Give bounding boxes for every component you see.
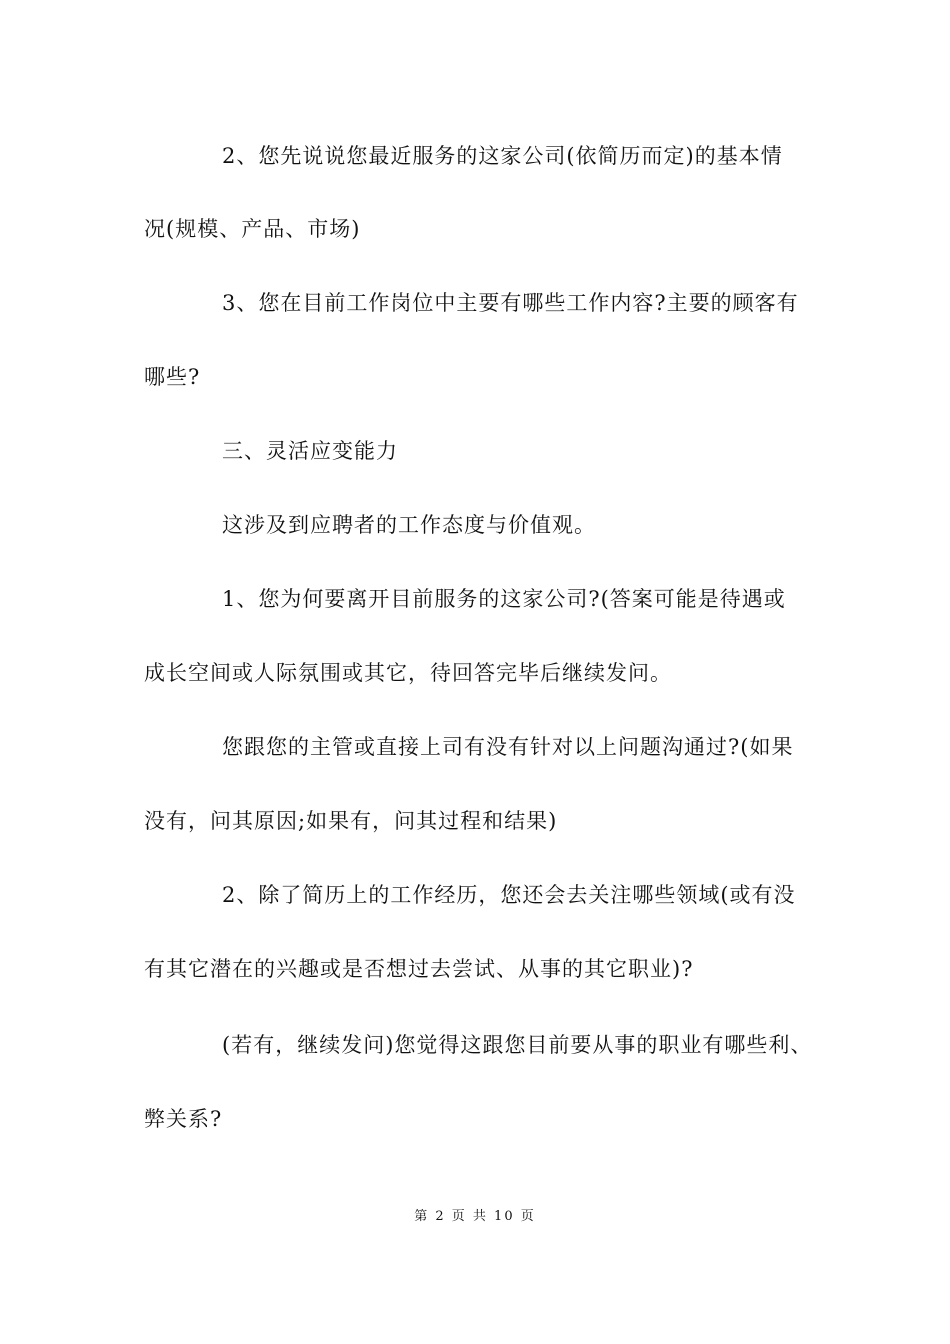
paragraph-line: 1、您为何要离开目前服务的这家公司?(答案可能是待遇或: [222, 587, 786, 611]
page-number-footer: 第 2 页 共 10 页: [414, 1209, 536, 1224]
paragraph-line: 2、您先说说您最近服务的这家公司(依简历而定)的基本情: [222, 144, 783, 168]
paragraph-line: 3、您在目前工作岗位中主要有哪些工作内容?主要的顾客有: [222, 291, 799, 315]
paragraph-line: 况(规模、产品、市场): [144, 217, 361, 241]
paragraph-line: (若有，继续发问)您觉得这跟您目前要从事的职业有哪些利、: [222, 1033, 813, 1057]
paragraph-line: 弊关系?: [144, 1107, 223, 1131]
paragraph-line: 成长空间或人际氛围或其它，待回答完毕后继续发问。: [144, 661, 672, 685]
paragraph-line: 哪些?: [144, 365, 201, 389]
section-heading: 三、灵活应变能力: [222, 439, 398, 463]
paragraph-line: 有其它潜在的兴趣或是否想过去尝试、从事的其它职业)?: [144, 957, 694, 981]
paragraph-line: 没有，问其原因;如果有，问其过程和结果): [144, 809, 558, 833]
paragraph-line: 这涉及到应聘者的工作态度与价值观。: [222, 513, 596, 537]
paragraph-line: 您跟您的主管或直接上司有没有针对以上问题沟通过?(如果: [222, 735, 794, 759]
paragraph-line: 2、除了简历上的工作经历，您还会去关注哪些领域(或有没: [222, 883, 796, 907]
